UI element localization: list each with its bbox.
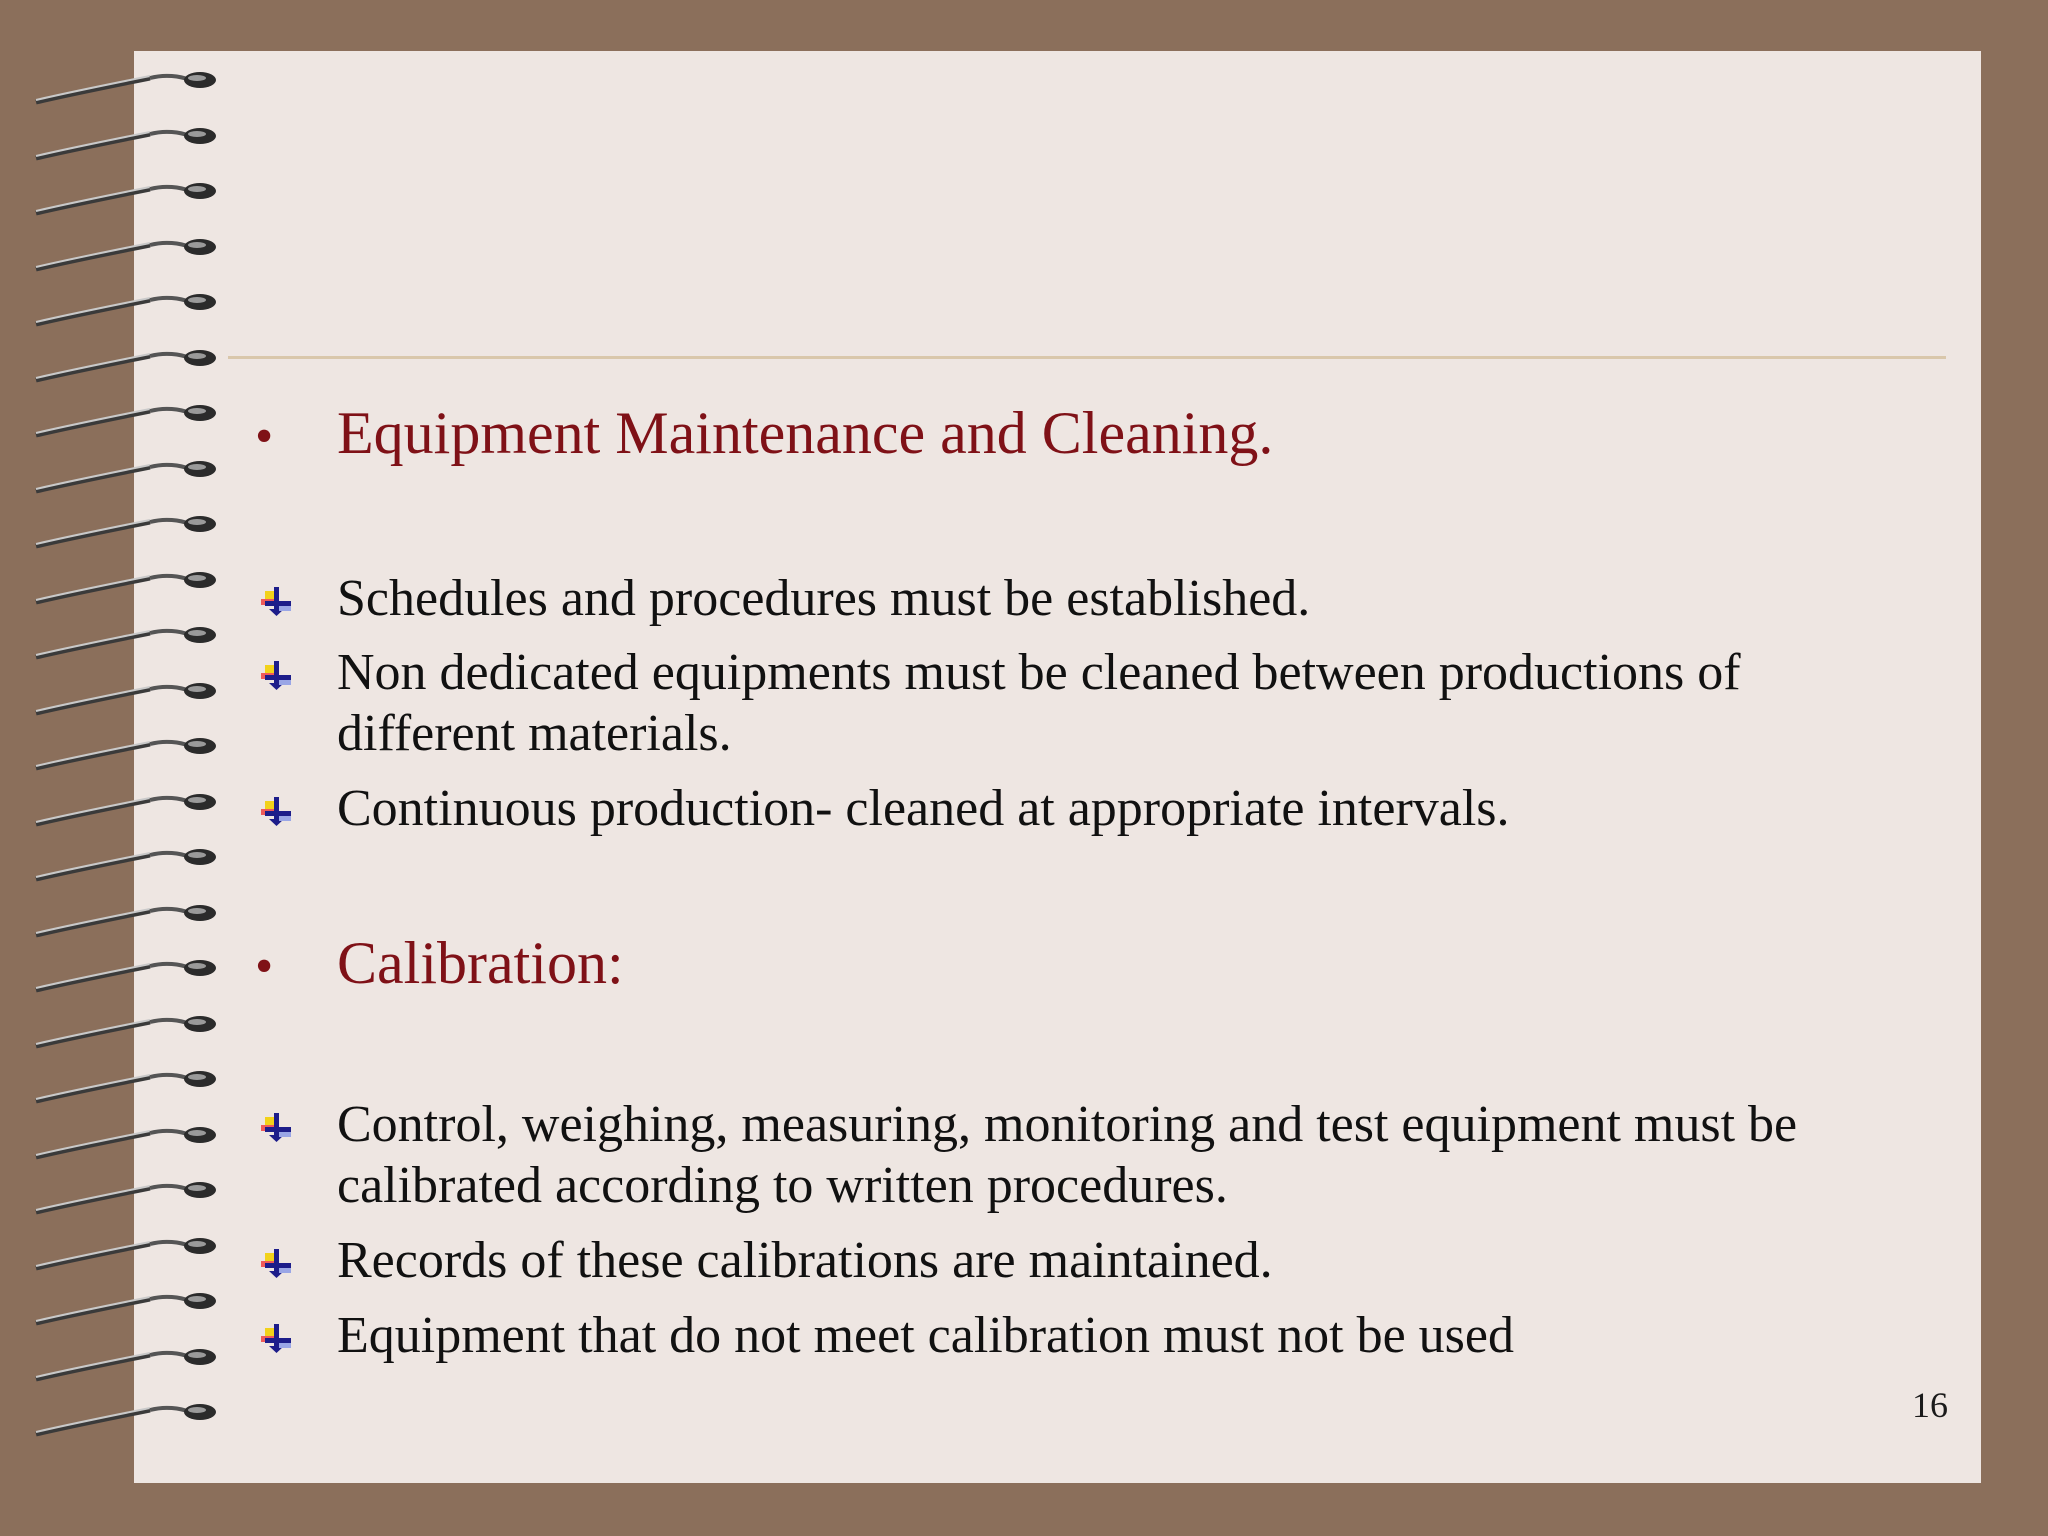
list-item (255, 642, 1895, 764)
spiral-ring (36, 1071, 216, 1101)
spiral-ring (36, 849, 216, 879)
spiral-ring (36, 1293, 216, 1323)
list-item (255, 1230, 1895, 1291)
spiral-ring (36, 294, 216, 324)
spiral-ring (36, 128, 216, 158)
spiral-ring (36, 1016, 216, 1046)
spiral-ring (36, 1404, 216, 1434)
colored-plus-arrow-icon (255, 568, 337, 629)
colored-plus-arrow-icon (255, 1094, 337, 1155)
colored-plus-arrow-icon (255, 1305, 337, 1366)
spiral-ring (36, 461, 216, 491)
list-item-text: Records of these calibrations are maintained. (337, 1232, 1273, 1289)
list-item-text: Non dedicated equipments must be cleaned between productions of different materials. (337, 644, 1741, 762)
spiral-ring (36, 1238, 216, 1268)
round-bullet-icon: • (255, 408, 274, 465)
list-item-text: Continuous production- cleaned at appropriate intervals. (337, 780, 1510, 837)
spiral-ring (36, 1127, 216, 1157)
heading-text: Equipment Maintenance and Cleaning. (337, 400, 1274, 466)
spiral-ring (36, 1349, 216, 1379)
spiral-binding (0, 0, 240, 1536)
spiral-ring (36, 572, 216, 602)
spiral-ring (36, 72, 216, 102)
title-divider (228, 356, 1946, 359)
spiral-ring (36, 905, 216, 935)
page-number: 16 (1912, 1385, 1948, 1425)
spiral-ring (36, 516, 216, 546)
list-item-text: Equipment that do not meet calibration must not be used (337, 1307, 1514, 1364)
spiral-ring (36, 1182, 216, 1212)
spiral-ring (36, 405, 216, 435)
spiral-ring (36, 239, 216, 269)
list-item (255, 778, 1895, 839)
spiral-ring (36, 350, 216, 380)
list-item (255, 568, 1895, 629)
spiral-ring (36, 794, 216, 824)
colored-plus-arrow-icon (255, 642, 337, 703)
spiral-ring (36, 738, 216, 768)
spiral-ring (36, 627, 216, 657)
list-item-text: Schedules and procedures must be established. (337, 570, 1311, 627)
colored-plus-arrow-icon (255, 778, 337, 839)
spiral-ring (36, 683, 216, 713)
spiral-ring (36, 183, 216, 213)
spiral-ring (36, 960, 216, 990)
heading-text: Calibration: (337, 930, 624, 996)
round-bullet-icon: • (255, 938, 274, 995)
list-item-text: Control, weighing, measuring, monitoring and test equipment must be calibrated according to written procedures. (337, 1096, 1798, 1214)
list-item (255, 1305, 1895, 1366)
section-heading (255, 402, 1273, 468)
section-heading (255, 932, 624, 998)
colored-plus-arrow-icon (255, 1230, 337, 1291)
list-item (255, 1094, 1895, 1216)
